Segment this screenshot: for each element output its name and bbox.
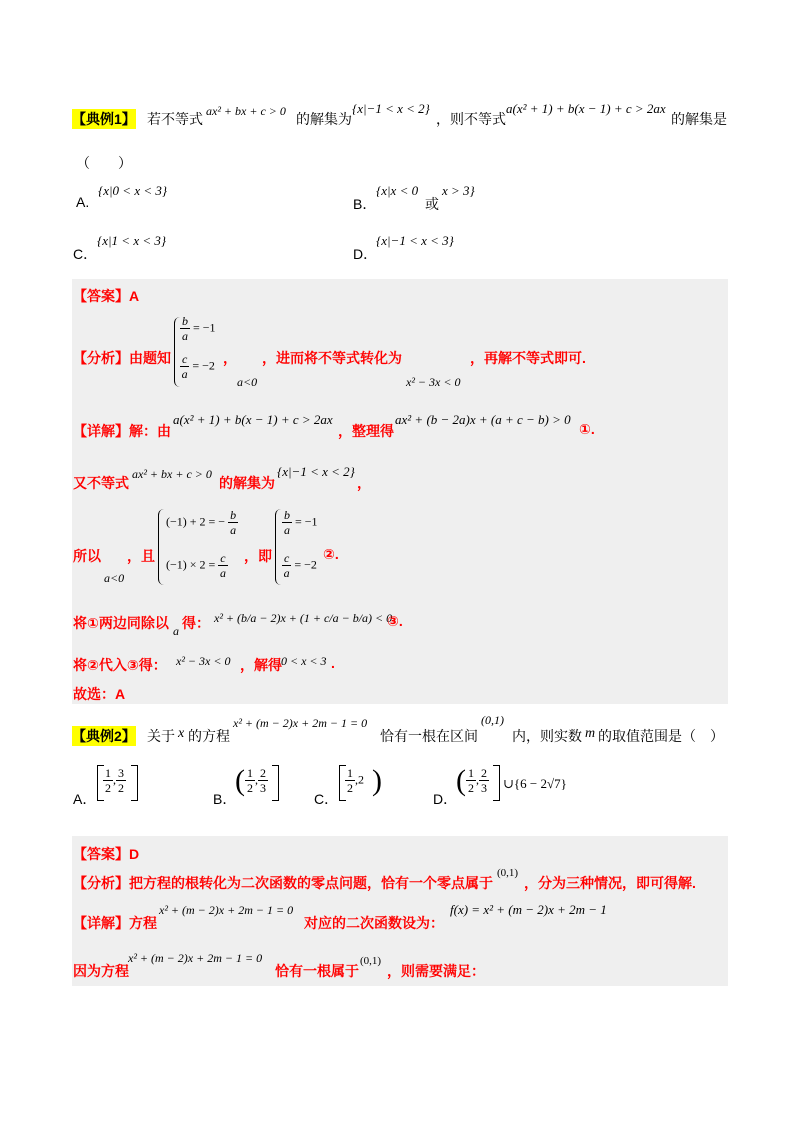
- ex1-ineq2: a(x² + 1) + b(x − 1) + c > 2ax: [506, 101, 666, 116]
- ex1-detail-ineq: a(x² + 1) + b(x − 1) + c > 2ax: [173, 412, 333, 427]
- ex1-line3-alt0: a<0: [104, 571, 125, 585]
- ex2-analysis-interval: (0,1): [497, 867, 519, 879]
- ex2-stem-x: x: [178, 726, 185, 741]
- analysis-sys-row2: $\frac{c}{a}$ = −2: [181, 352, 215, 381]
- ex1-optD-label: D．: [353, 246, 378, 262]
- example2-tag: 【典例2】: [72, 728, 136, 744]
- ex2-optC-label: C．: [314, 791, 339, 807]
- ex1-analysis-alt0: a<0: [237, 375, 258, 389]
- ex1-line4-expr: x² + (b/a − 2)x + (1 + c/a − b/a) < 0: [214, 611, 393, 625]
- ex1-line3-a: 所以: [73, 548, 101, 564]
- ex2-line2-b: 恰有一根属于: [275, 963, 359, 979]
- ex1-optB-a: {x|x < 0: [376, 183, 419, 198]
- ex1-stem-c: ，则不等式: [436, 111, 506, 127]
- ex2-detail-eq: x² + (m − 2)x + 2m − 1 = 0: [159, 903, 294, 917]
- ex1-optB-b: x > 3}: [442, 183, 475, 198]
- ex1-optB-label: B．: [353, 196, 377, 212]
- ex1-stem-d: 的解集是: [671, 111, 727, 127]
- ex1-line4-a: 将①两边同除以: [73, 615, 169, 631]
- ex1-line2-set: {x|−1 < x < 2}: [277, 464, 355, 479]
- example1-tag: 【典例1】: [72, 111, 136, 127]
- ex1-line5-res: 0 < x < 3: [281, 654, 327, 668]
- ex2-optA: $\frac{1}{2}$ , $\frac{3}{2}$: [105, 766, 124, 795]
- ex2-stem-c: 恰有一根在区间: [380, 728, 478, 744]
- ex2-line2-eq: x² + (m − 2)x + 2m − 1 = 0: [128, 951, 263, 965]
- ex2-stem-m: m: [585, 726, 596, 741]
- ex1-optC-label: C．: [73, 246, 98, 262]
- ex1-line5-a: 将②代入③得：: [73, 657, 167, 673]
- ex2-stem-d: 内，则实数: [512, 728, 582, 744]
- ex1-ineq1: ax² + bx + c > 0: [206, 104, 286, 118]
- optD-left-paren: (: [456, 764, 466, 797]
- ex1-line2-ineq: ax² + bx + c > 0: [132, 467, 212, 481]
- ex2-optA-label: A．: [73, 791, 97, 807]
- ex1-line3-ji: ，即: [244, 548, 272, 564]
- ex2-optB: $\frac{1}{2}$ , $\frac{2}{3}$: [247, 766, 266, 795]
- ex2-detail-f: f(x) = x² + (m − 2)x + 2m − 1: [450, 902, 607, 917]
- ex1-detail-a: 【详解】解：由: [73, 423, 171, 439]
- ex1-set1: {x|−1 < x < 2}: [352, 101, 430, 116]
- ex2-analysis-a: 【分析】把方程的根转化为二次函数的零点问题，恰有一个零点属于: [73, 875, 493, 891]
- ex1-line4-end: ③.: [387, 613, 403, 629]
- ex2-eq: x² + (m − 2)x + 2m − 1 = 0: [233, 716, 368, 730]
- ex2-optD-label: D．: [433, 791, 458, 807]
- ex1-detail-ineq2: ax² + (b − 2a)x + (a + c − b) > 0: [395, 412, 571, 427]
- ex1-optA-label: A.: [76, 194, 90, 210]
- ex1-analysis-d: ，再解不等式即可.: [470, 350, 586, 366]
- analysis-sys-row1: $\frac{b}{a}$ = −1: [182, 314, 216, 343]
- ex2-optD-union: ∪{6 − 2√7}: [503, 776, 567, 791]
- ex2-stem-a: 关于: [147, 728, 175, 744]
- ex1-optA: {x|0 < x < 3}: [98, 183, 168, 198]
- optC-right-paren: ): [372, 764, 382, 797]
- ex2-line2-interval: (0,1): [360, 955, 382, 967]
- ex1-stem-a: 若不等式: [147, 111, 203, 127]
- ex1-line3-end: ②.: [323, 546, 339, 562]
- ex1-optD: {x|−1 < x < 3}: [376, 233, 454, 248]
- ex2-detail-b: 对应的二次函数设为：: [304, 915, 444, 931]
- ex1-choose: 故选：A: [73, 686, 126, 702]
- ex2-stem-b: 的方程: [188, 728, 230, 744]
- ex1-line5-b: ，解得: [240, 657, 282, 673]
- ex1-detail-b: ，整理得: [338, 423, 394, 439]
- ex1-line3-comma: ，且: [127, 548, 155, 564]
- ex2-interval: (0,1): [481, 713, 504, 727]
- ex1-line5-end: .: [331, 655, 335, 671]
- ex2-line2-a: 因为方程: [73, 963, 129, 979]
- ex1-optB-or: 或: [425, 196, 439, 212]
- ex1-line2-a: 又不等式: [73, 475, 129, 491]
- ex1-line4-avar: a: [173, 624, 179, 638]
- optB-left-paren: (: [235, 764, 245, 797]
- line3-brace2: [275, 509, 282, 585]
- ex1-line4-b: 得：: [182, 615, 210, 631]
- ex1-stem-b: 的解集为: [296, 111, 352, 127]
- ex2-analysis-b: ，分为三种情况，即可得解.: [524, 875, 696, 891]
- ex1-analysis-ineq: x² − 3x < 0: [406, 375, 461, 389]
- line3-sys2-row1: $\frac{b}{a}$ = −1: [284, 508, 318, 537]
- line3-sys1-row2: (−1) × 2 = $\frac{c}{a}$: [166, 551, 226, 580]
- ex1-analysis-a: 【分析】由题知: [73, 350, 171, 366]
- ex2-stem-e: 的取值范围是（ ）: [598, 728, 724, 744]
- line3-sys1-row1: (−1) + 2 = − $\frac{b}{a}$: [166, 508, 237, 537]
- optB-right-bracket: [272, 765, 279, 801]
- ex2-optC: $\frac{1}{2}$ ,2: [347, 766, 364, 795]
- ex1-detail-c: ①.: [579, 421, 595, 437]
- optD-right-bracket: [493, 765, 500, 801]
- line3-sys2-row2: $\frac{c}{a}$ = −2: [283, 551, 317, 580]
- ex1-line2-b: 的解集为: [219, 475, 275, 491]
- ex1-line5-expr: x² − 3x < 0: [176, 654, 231, 668]
- ex1-answer: 【答案】A: [73, 288, 140, 304]
- ex2-line2-c: ，则需要满足：: [387, 963, 485, 979]
- ex2-optD: $\frac{1}{2}$ , $\frac{2}{3}$: [468, 766, 487, 795]
- ex1-analysis-b: ，: [223, 350, 237, 366]
- ex1-optC: {x|1 < x < 3}: [97, 233, 167, 248]
- ex1-paren: （ ）: [76, 155, 132, 171]
- ex1-line2-c: ，: [357, 475, 371, 491]
- solution-box-1: [72, 279, 728, 704]
- ex2-answer: 【答案】D: [73, 846, 140, 862]
- ex2-detail-a: 【详解】方程: [73, 915, 157, 931]
- line3-brace1: [158, 509, 165, 585]
- optA-right-bracket: [131, 765, 138, 801]
- ex1-analysis-c: ，进而将不等式转化为: [262, 350, 402, 366]
- ex2-optB-label: B．: [213, 791, 237, 807]
